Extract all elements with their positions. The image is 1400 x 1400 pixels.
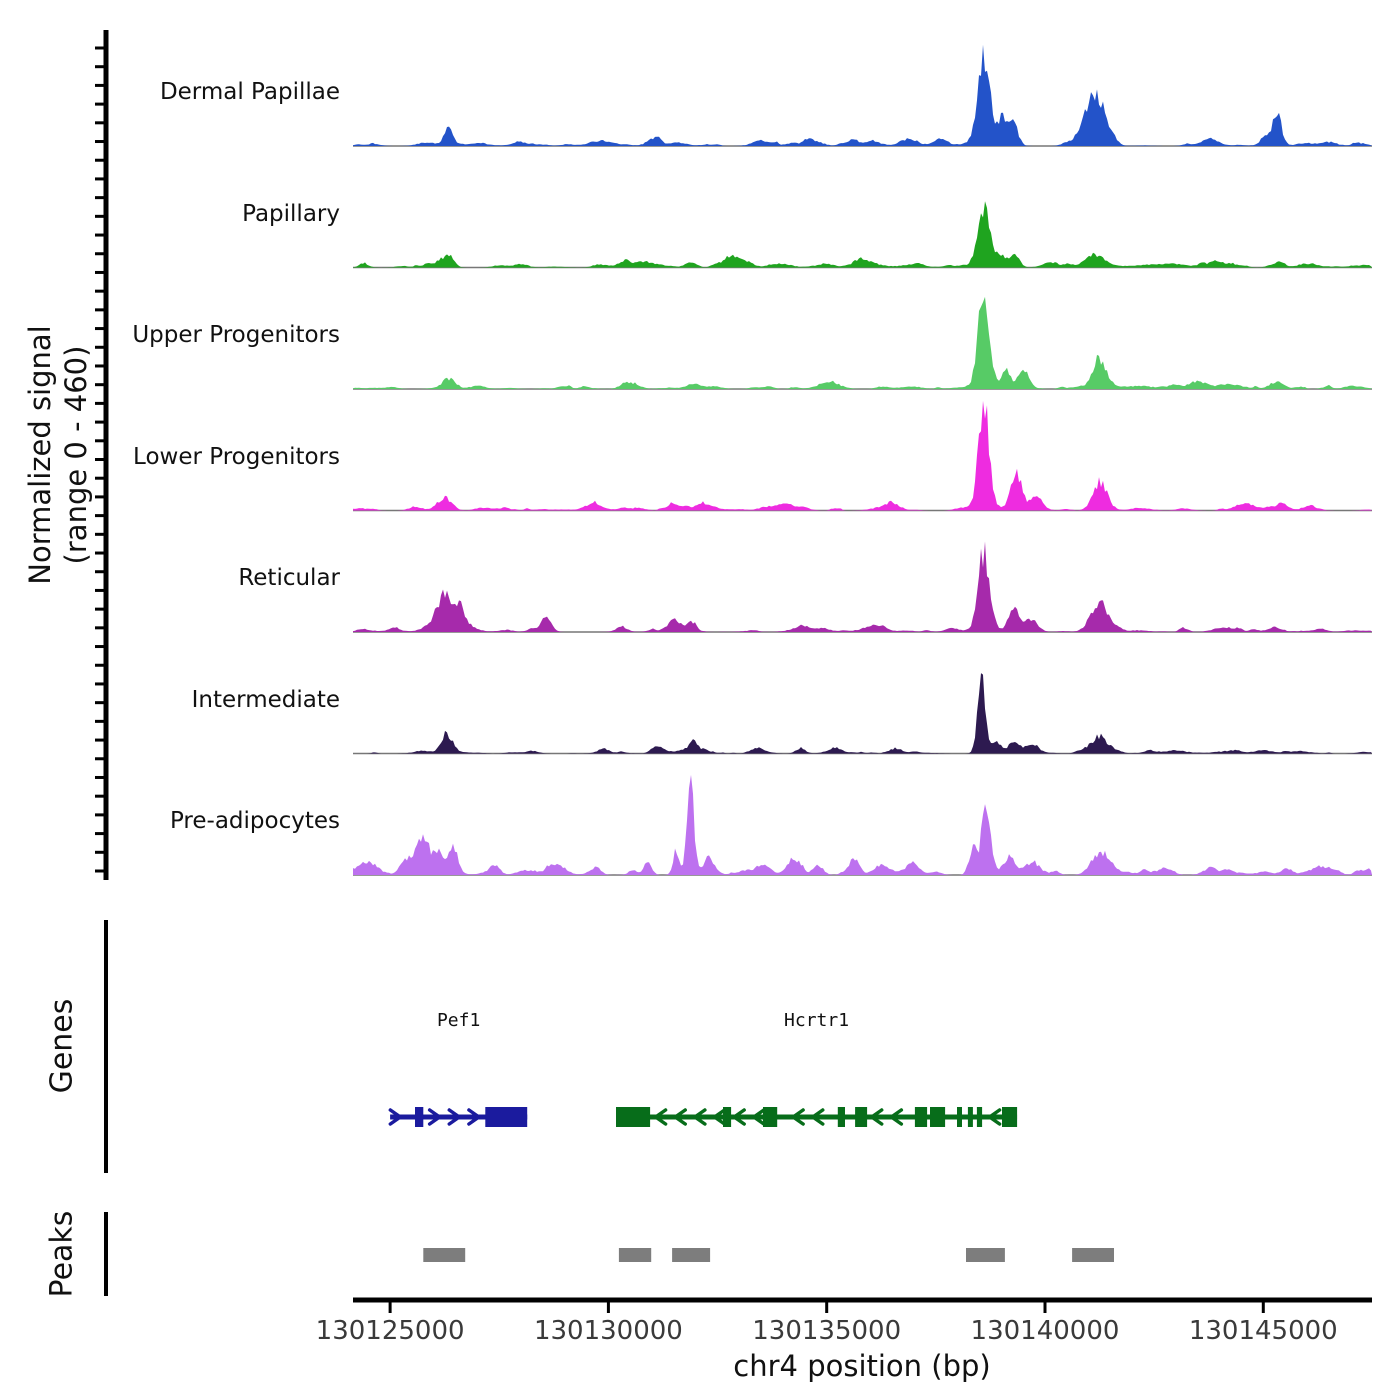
signal-track-papillary	[353, 201, 1372, 267]
signal-track-pre-adipocytes	[353, 775, 1372, 875]
exon-box	[838, 1107, 845, 1127]
y-axis-label-line2: (range 0 - 460)	[59, 345, 93, 565]
signal-track-lower-progenitors	[353, 401, 1372, 511]
exon-box	[930, 1107, 945, 1127]
exon-box	[1002, 1107, 1017, 1127]
x-tick-label-130125000: 130125000	[315, 1316, 465, 1346]
x-tick-label-130140000: 130140000	[970, 1316, 1120, 1346]
gene-model-hcrtr1	[616, 1107, 1017, 1127]
peak-interval-box	[619, 1248, 651, 1262]
genes-section-label: Genes	[44, 998, 80, 1094]
exon-box	[968, 1107, 973, 1127]
exon-box	[915, 1107, 927, 1127]
signal-area-intermediate	[353, 673, 1372, 753]
peaks-track	[423, 1248, 1114, 1262]
x-tick-label-130145000: 130145000	[1188, 1316, 1338, 1346]
track-label-papillary: Papillary	[242, 200, 340, 227]
peak-interval-box	[966, 1248, 1005, 1262]
track-label-reticular: Reticular	[238, 565, 340, 591]
exon-box	[957, 1107, 962, 1127]
signal-area-upper-progenitors	[353, 297, 1372, 389]
peak-interval-box	[672, 1248, 710, 1262]
signal-area-reticular	[353, 542, 1372, 633]
x-tick-label-130135000: 130135000	[752, 1316, 902, 1346]
gene-name-hcrtr1: Hcrtr1	[784, 1010, 850, 1031]
track-label-pre-adipocytes: Pre-adipocytes	[169, 808, 340, 834]
signal-area-lower-progenitors	[353, 401, 1372, 511]
signal-track-reticular	[353, 542, 1372, 633]
exon-box	[855, 1107, 867, 1127]
y-axis-label	[22, 325, 94, 584]
exon-box	[485, 1107, 527, 1127]
y-axis-label-line1: Normalized signal	[23, 325, 57, 585]
x-axis-title: chr4 position (bp)	[733, 1349, 991, 1383]
signal-area-papillary	[353, 201, 1372, 267]
track-label-intermediate: Intermediate	[191, 686, 340, 713]
peak-interval-box	[1072, 1248, 1114, 1262]
exon-box	[763, 1107, 777, 1127]
x-axis	[353, 1298, 1372, 1313]
exon-box	[723, 1107, 731, 1127]
track-label-dermal-papillae: Dermal Papillae	[159, 79, 340, 105]
peaks-section-label: Peaks	[44, 1210, 80, 1298]
x-tick-label-130130000: 130130000	[533, 1316, 683, 1346]
gene-name-pef1: Pef1	[436, 1010, 481, 1031]
signal-track-upper-progenitors	[353, 297, 1372, 389]
exon-box	[415, 1107, 423, 1127]
exon-box	[977, 1107, 982, 1127]
signal-area-pre-adipocytes	[353, 775, 1372, 875]
signal-track-dermal-papillae	[353, 45, 1372, 146]
gene-model-pef1	[390, 1107, 527, 1127]
signal-track-intermediate	[353, 673, 1372, 753]
peak-interval-box	[423, 1248, 465, 1262]
track-label-upper-progenitors: Upper Progenitors	[132, 322, 340, 348]
track-label-lower-progenitors: Lower Progenitors	[133, 443, 340, 470]
signal-area-dermal-papillae	[353, 45, 1372, 146]
exon-box	[616, 1107, 650, 1127]
